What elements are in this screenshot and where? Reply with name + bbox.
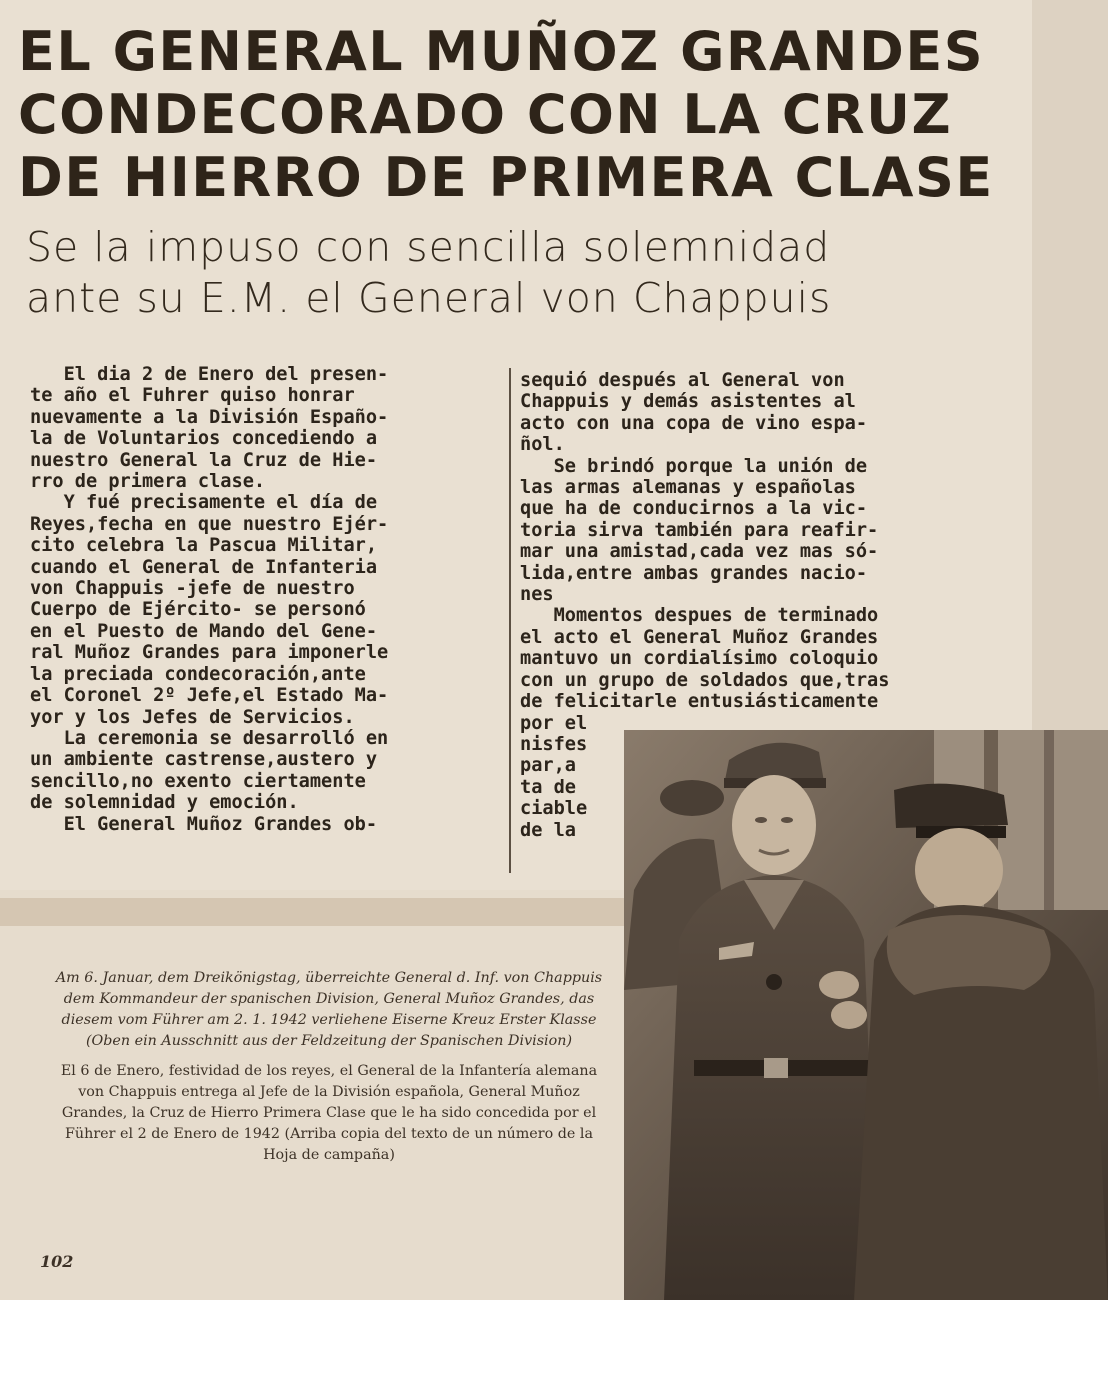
article-right-line: sequió después al General von	[520, 370, 845, 391]
article-right-line: ñol.	[520, 434, 565, 456]
article-right-line: de felicitarle entusiásticamente	[520, 691, 879, 713]
article-right-line: mantuvo un cordialísimo coloquio	[520, 648, 879, 670]
article-left-line: nuevamente a la División Españo-	[30, 406, 389, 428]
article-right-line: por el	[520, 712, 588, 734]
divider-band	[0, 898, 628, 926]
article-left-line: nuestro General la Cruz de Hie-	[30, 449, 378, 471]
article-right-line: ta de	[520, 776, 576, 798]
article-right-line: Momentos despues de terminado	[520, 605, 879, 627]
article-left-line: La ceremonia se desarrolló en	[30, 727, 389, 749]
article-right-line: Chappuis y demás asistentes al	[520, 391, 856, 413]
article-right-line: las armas alemanas y españolas	[520, 477, 856, 499]
caption-spanish: El 6 de Enero, festividad de los reyes, el General de la Infantería alemana von Chappuis entrega al Jefe de la División española, General Muñoz Grandes, la Cruz de Hierro Primera Clase que le ha sido concedida por el Führer el 2 de Enero de 1942 (Arriba copia del texto de un número de la Hoja de campaña)	[60, 1063, 598, 1163]
headline	[18, 20, 1018, 209]
article-right-line: nisfes	[520, 733, 588, 755]
article-left-line: von Chappuis -jefe de nuestro	[30, 578, 355, 600]
article-left-line: en el Puesto de Mando del Gene-	[30, 620, 378, 642]
ceremony-photo-illustration	[624, 730, 1108, 1300]
article-left-line: un ambiente castrense,austero y	[30, 749, 378, 771]
subheadline	[26, 222, 1006, 324]
article-left-line: rro de primera clase.	[30, 471, 266, 493]
headline-line-1: EL GENERAL MUÑOZ GRANDES	[18, 20, 985, 83]
article-right-line: ciable	[520, 798, 588, 820]
article-left-line: de solemnidad y emoción.	[30, 792, 299, 814]
article-left-line: yor y los Jefes de Servicios.	[30, 706, 355, 728]
article-right-line: el acto el General Muñoz Grandes	[520, 626, 879, 648]
column-divider	[509, 368, 511, 873]
article-left-line: sencillo,no exento ciertamente	[30, 770, 366, 792]
subheadline-line-1: Se la impuso con sencilla solemnidad	[26, 223, 831, 271]
article-right-line: con un grupo de soldados que,tras	[520, 669, 890, 691]
article-right-line: acto con una copa de vino espa-	[520, 412, 868, 434]
article-right-line: de la	[520, 819, 576, 841]
article-left-line: ral Muñoz Grandes para imponerle	[30, 642, 389, 664]
subheadline-line-2: ante su E.M. el General von Chappuis	[26, 274, 832, 322]
ceremony-photo	[624, 730, 1108, 1300]
article-left-line: El General Muñoz Grandes ob-	[30, 813, 378, 835]
article-right-line: mar una amistad,cada vez mas só-	[520, 541, 879, 563]
article-right-line: que ha de conducirnos a la vic-	[520, 498, 868, 520]
article-right-line: par,a	[520, 755, 576, 777]
article-left-line: Cuerpo de Ejército- se personó	[30, 599, 366, 621]
article-left-line: cuando el General de Infanteria	[30, 556, 378, 578]
article-right-line: toria sirva también para reafir-	[520, 519, 879, 541]
article-left-line: el Coronel 2º Jefe,el Estado Ma-	[30, 685, 389, 707]
article-left-line: Reyes,fecha en que nuestro Ejér-	[30, 513, 389, 535]
caption-german: Am 6. Januar, dem Dreikönigstag, überreichte General d. Inf. von Chappuis dem Kommandeur der spanischen Division, General Muñoz Grandes, das diesem vom Führer am 2. 1. 1942 verliehene Eiserne Kreuz Erster Klasse (Oben ein Ausschnitt aus der Feldzeitung der Spanischen Division)	[55, 970, 603, 1049]
article-left-line: Y fué precisamente el día de	[30, 492, 378, 514]
article-left-line: cito celebra la Pascua Militar,	[30, 535, 378, 557]
article-left-line: te año el Fuhrer quiso honrar	[30, 385, 355, 407]
article-left-line: El dia 2 de Enero del presen-	[30, 364, 389, 385]
photo-caption	[50, 968, 608, 1166]
page-number: 102	[40, 1252, 74, 1271]
article-left-column	[30, 364, 500, 835]
article-left-line: la preciada condecoración,ante	[30, 663, 366, 685]
article-right-line: lida,entre ambas grandes nacio-	[520, 562, 868, 584]
article-left-line: la de Voluntarios concediendo a	[30, 428, 378, 450]
article-right-line: Se brindó porque la unión de	[520, 455, 868, 477]
article-right-line: nes	[520, 584, 554, 606]
headline-line-2: CONDECORADO CON LA CRUZ	[18, 83, 953, 146]
background-strip	[1032, 0, 1108, 730]
headline-line-3: DE HIERRO DE PRIMERA CLASE	[18, 146, 994, 209]
